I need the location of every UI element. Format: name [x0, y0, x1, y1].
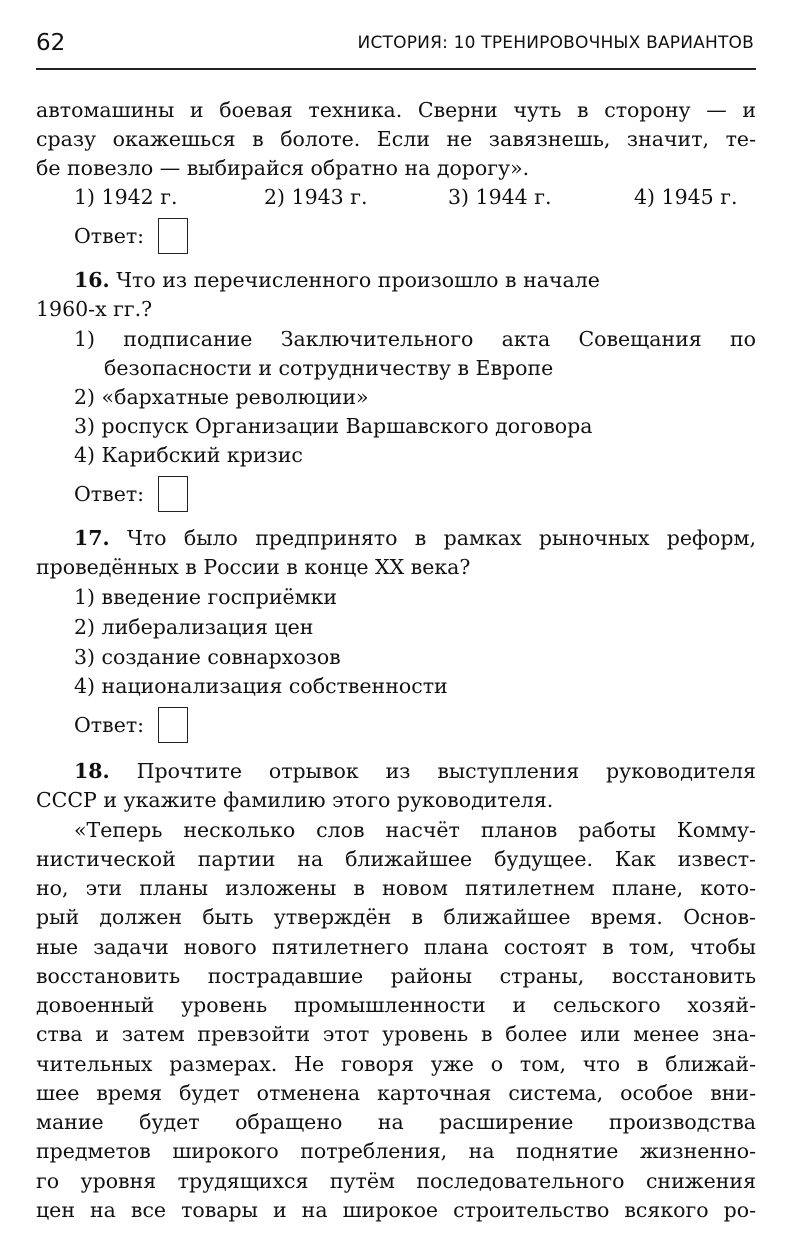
page-header — [36, 28, 756, 70]
q15-text-line: сразу окажешься в болоте. Если не завязнешь, значит, те- — [36, 127, 756, 151]
q16-number: 16. — [74, 268, 110, 292]
q16-option: 2) «бархатные революции» — [74, 385, 369, 409]
q16-option: 1) подписание Заключительного акта Совещания по — [74, 327, 756, 351]
q18-excerpt-line: мание будет обращено на расширение производства — [36, 1110, 756, 1134]
q15-answer-box[interactable] — [158, 218, 188, 254]
q16-option-continuation: безопасности и сотрудничеству в Европе — [104, 356, 554, 380]
q18-excerpt-line: го уровня трудящихся путём последовательного снижения — [36, 1169, 756, 1193]
q18-excerpt-line: шее время будет отменена карточная система, особое вни- — [36, 1081, 756, 1105]
book-page — [36, 0, 756, 1258]
q17-prompt — [74, 524, 756, 553]
q18-text-line: СССР и укажите фамилию этого руководителя. — [36, 788, 554, 812]
q15-option: 1) 1942 г. — [74, 185, 178, 209]
q18-excerpt-line: чительных размерах. Не говоря уже о том, что в ближай- — [36, 1052, 756, 1076]
q18-excerpt-line: предметов широкого потребления, на поднятие жизненно- — [36, 1139, 756, 1163]
q17-option: 1) введение госприёмки — [74, 585, 338, 609]
q17-answer-box[interactable] — [158, 707, 188, 743]
q18-excerpt-line: ные задачи нового пятилетнего плана состоят в том, чтобы — [36, 935, 756, 959]
q17-option: 4) национализация собственности — [74, 674, 448, 698]
q15-answer-label: Ответ: — [74, 224, 145, 248]
q18-prompt — [74, 757, 756, 786]
q16-option: 4) Карибский кризис — [74, 443, 303, 467]
q15-option: 2) 1943 г. — [264, 185, 368, 209]
q15-option: 3) 1944 г. — [448, 185, 552, 209]
q18-excerpt-line: ства и затем превзойти этот уровень в более или менее зна- — [36, 1022, 756, 1046]
q18-text-line: Прочтите отрывок из выступления руководителя — [136, 759, 756, 783]
q18-excerpt-line: «Теперь несколько слов насчёт планов работы Комму- — [74, 818, 756, 842]
q16-answer-box[interactable] — [158, 476, 188, 512]
q17-answer-label: Ответ: — [74, 713, 145, 737]
running-title: ИСТОРИЯ: 10 ТРЕНИРОВОЧНЫХ ВАРИАНТОВ — [357, 33, 754, 53]
q16-prompt — [74, 266, 600, 295]
q18-excerpt-line: нистической партии на ближайшее будущее. Как извест- — [36, 847, 756, 871]
q16-text-line: Что из перечисленного произошло в начале — [116, 268, 600, 292]
q16-option: 3) роспуск Организации Варшавского договора — [74, 414, 593, 438]
q18-excerpt-line: но, эти планы изложены в новом пятилетнем плане, кото- — [36, 876, 756, 900]
q18-excerpt-line: восстановить пострадавшие районы страны, восстановить — [36, 964, 756, 988]
q15-text-line: бе повезло — выбирайся обратно на дорогу». — [36, 156, 530, 180]
q15-option: 4) 1945 г. — [634, 185, 738, 209]
q17-text-line: проведённых в России в конце XX века? — [36, 555, 471, 579]
q18-excerpt-line: рый должен быть утверждён в ближайшее время. Основ- — [36, 905, 756, 929]
q16-text-line: 1960-х гг.? — [36, 297, 153, 321]
page-number: 62 — [36, 30, 66, 56]
q18-excerpt-line: цен на все товары и на широкое строительство всякого ро- — [36, 1198, 756, 1222]
q17-text-line: Что было предпринято в рамках рыночных реформ, — [127, 526, 756, 550]
q17-option: 3) создание совнархозов — [74, 645, 341, 669]
q18-excerpt-line: довоенный уровень промышленности и сельского хозяй- — [36, 993, 756, 1017]
q17-number: 17. — [74, 526, 110, 550]
q17-option: 2) либерализация цен — [74, 615, 314, 639]
q16-answer-label: Ответ: — [74, 482, 145, 506]
q15-text-line: автомашины и боевая техника. Сверни чуть в сторону — и — [36, 98, 756, 122]
q18-number: 18. — [74, 759, 110, 783]
